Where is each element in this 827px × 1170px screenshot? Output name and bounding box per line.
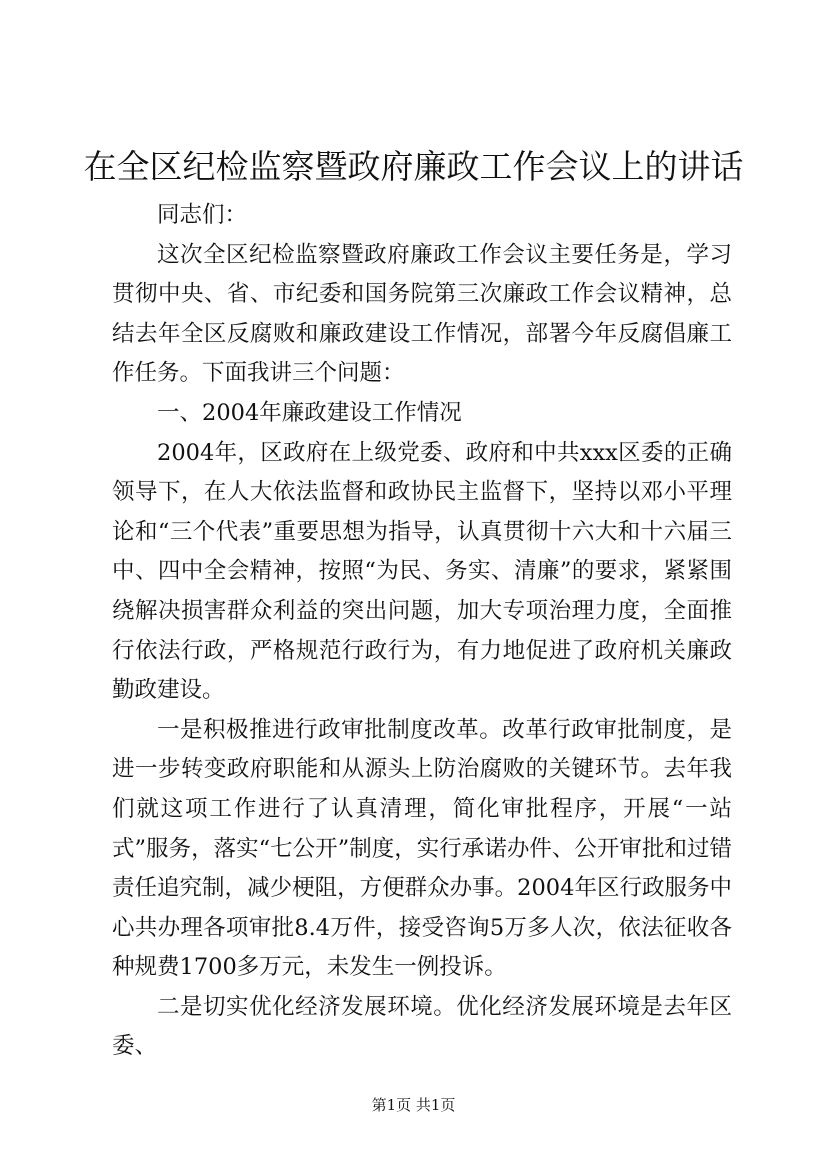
page-footer: 第1页 共1页 <box>371 1096 456 1114</box>
paragraph-salutation: 同志们： <box>157 202 248 228</box>
document-body <box>112 196 732 1067</box>
paragraph-intro: 这次全区纪检监察暨政府廉政工作会议主要任务是，学习贯彻中央、省、市纪委和国务院第三次廉政工作会议精神，总结去年全区反腐败和廉政建设工作情况，部署今年反腐倡廉工作任务。下面我讲三个问题： <box>112 241 732 387</box>
paragraph-point-one: 一是积极推进行政审批制度改革。改革行政审批制度，是进一步转变政府职能和从源头上防治腐败的关键环节。去年我们就这项工作进行了认真清理，简化审批程序，开展“一站式”服务，落实“七公开”制度，实行承诺办件、公开审批和过错责任追究制，减少梗阻，方便群众办事。2004年区行政服务中心共办理各项审批8.4万件，接受咨询5万多人次，依法征收各种规费1700多万元，未发生一例投诉。 <box>112 716 732 981</box>
section-heading: 一、2004年廉政建设工作情况 <box>157 399 462 426</box>
paragraph-point-two: 二是切实优化经济发展环境。优化经济发展环境是去年区委、 <box>112 993 732 1060</box>
document-title: 在全区纪检监察暨政府廉政工作会议上的讲话 <box>83 147 744 186</box>
paragraph-summary: 2004年，区政府在上级党委、政府和中共xxx区委的正确领导下，在人大依法监督和政协民主监督下，坚持以邓小平理论和“三个代表”重要思想为指导，认真贯彻十六大和十六届三中、四中全会精神，按照“为民、务实、清廉”的要求，紧紧围绕解决损害群众利益的突出问题，加大专项治理力度，全面推行依法行政，严格规范行政行为，有力地促进了政府机关廉政勤政建设。 <box>112 439 732 704</box>
